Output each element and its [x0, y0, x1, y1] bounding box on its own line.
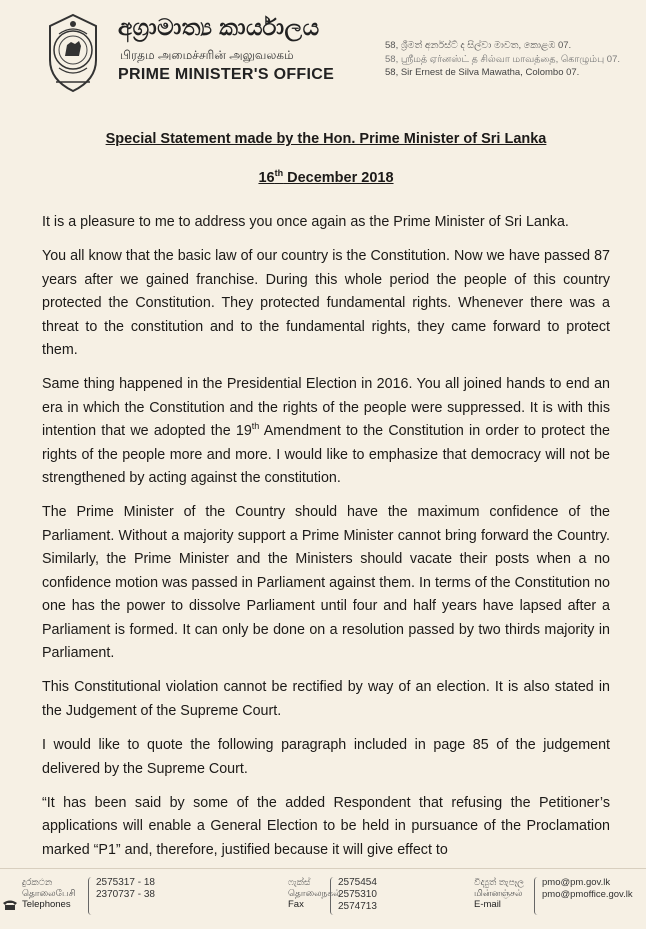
telephone-brace [88, 877, 95, 915]
telephone-number-1: 2575317 - 18 [96, 877, 155, 888]
paragraph-5: This Constitutional violation cannot be rectified by way of an election. It is also stated in the Judgement of the Supreme Court. [42, 679, 610, 719]
paragraph-7-quote: “It has been said by some of the added Respondent that refusing the Petitioner’s applications will enable a General Election to be held in pursuance of the Proclamation marked “P1” and, therefore, justified because it will give effect to [42, 794, 610, 858]
telephone-numbers [96, 877, 155, 901]
email-address-2[interactable]: pmo@pmoffice.gov.lk [542, 889, 633, 900]
date-suffix: th [274, 168, 284, 178]
statement-body [42, 130, 610, 862]
statement-title: Special Statement made by the Hon. Prime Minister of Sri Lanka [105, 131, 547, 147]
email-label-sinhala: විද්‍යුත් තැපෑල [474, 877, 525, 887]
fax-brace [330, 877, 337, 915]
statement-date [42, 168, 610, 188]
address-english: 58, Sir Ernest de Silva Mawatha, Colombo 07. [385, 67, 580, 78]
national-emblem-icon [40, 12, 106, 94]
paragraph-3-part-b: Amendment to the Constitution in order to protect the rights of the people more and more. I would like to emphasize that democracy will not be strengthened by acting against the constitution. [42, 423, 610, 487]
paragraph-1: It is a pleasure to me to address you once again as the Prime Minister of Sri Lanka. [42, 214, 569, 230]
fax-number-2: 2575310 [338, 889, 377, 900]
email-brace [534, 877, 541, 915]
date-day: 16 [258, 170, 275, 186]
office-name-sinhala: අග්‍රාමාත්‍ය කාර්යාලය [118, 14, 320, 40]
letterhead [0, 0, 646, 100]
address-sinhala: 58, ශ්‍රීමත් අර්නස්ට් ද සිල්වා මාවත, කොළඹ 07. [385, 40, 572, 51]
paragraph-3 [42, 373, 610, 490]
telephone-label-english: Telephones [22, 899, 71, 910]
fax-label-tamil: தொலைநகல் [288, 888, 341, 898]
telephone-label-sinhala: දුරකථන [22, 877, 53, 887]
telephone-label [22, 877, 82, 910]
paragraph-3-part-a: Same thing happened in the Presidential Election in 2016. You all joined hands to end an era in which the Constitution and the rights of the people were suppressed. It is with this intention that we adopted the 19 [42, 376, 610, 440]
footer [0, 868, 646, 929]
office-name-english: PRIME MINISTER'S OFFICE [118, 66, 335, 83]
address-tamil: 58, ஸ்ரீமத் ஏர்னஸ்ட் த சில்வா மாவத்தை, கொழும்பு 07. [385, 54, 620, 65]
office-name-tamil: பிரதம அமைச்சரின் அலுவலகம் [120, 48, 294, 62]
email-label-tamil: மின்னஞ்சல் [474, 888, 523, 898]
paragraph-3-sup: th [251, 421, 260, 432]
fax-numbers [338, 877, 377, 913]
email-address-1[interactable]: pmo@pm.gov.lk [542, 877, 611, 888]
email-label [474, 877, 534, 910]
email-label-english: E-mail [474, 899, 501, 910]
email-addresses [542, 877, 633, 901]
fax-label-english: Fax [288, 899, 304, 910]
fax-label-sinhala: ෆැක්ස් [288, 877, 311, 887]
telephone-icon [2, 899, 18, 911]
fax-number-3: 2574713 [338, 901, 377, 912]
date-month-year: December 2018 [283, 170, 394, 186]
telephone-number-2: 2370737 - 38 [96, 889, 155, 900]
paragraph-4: The Prime Minister of the Country should have the maximum confidence of the Parliament. Without a majority support a Prime Minister cannot bring forward the Country. Similarly, the Prime Minister and the Ministers should vacate their posts when a no confidence motion was passed in Parliament against them. In terms of the Constitution no one has the power to dissolve Parliament until four and half years have lapsed after a Parliament is formed. It can only be done on a resolution passed by two thirds majority in Parliament. [42, 504, 610, 661]
telephone-label-tamil: தொலைபேசி [22, 888, 76, 898]
fax-number-1: 2575454 [338, 877, 377, 888]
paragraph-2: You all know that the basic law of our country is the Constitution. Now we have passed 87 years after we gained franchise. During this whole period the people of this country protected the Constitution. They protected fundamental rights. Whenever there was a threat to the constitution and to the fundamental rights, they came forward to protect them. [42, 248, 610, 359]
paragraph-6: I would like to quote the following paragraph included in page 85 of the judgement delivered by the Supreme Court. [42, 737, 610, 777]
